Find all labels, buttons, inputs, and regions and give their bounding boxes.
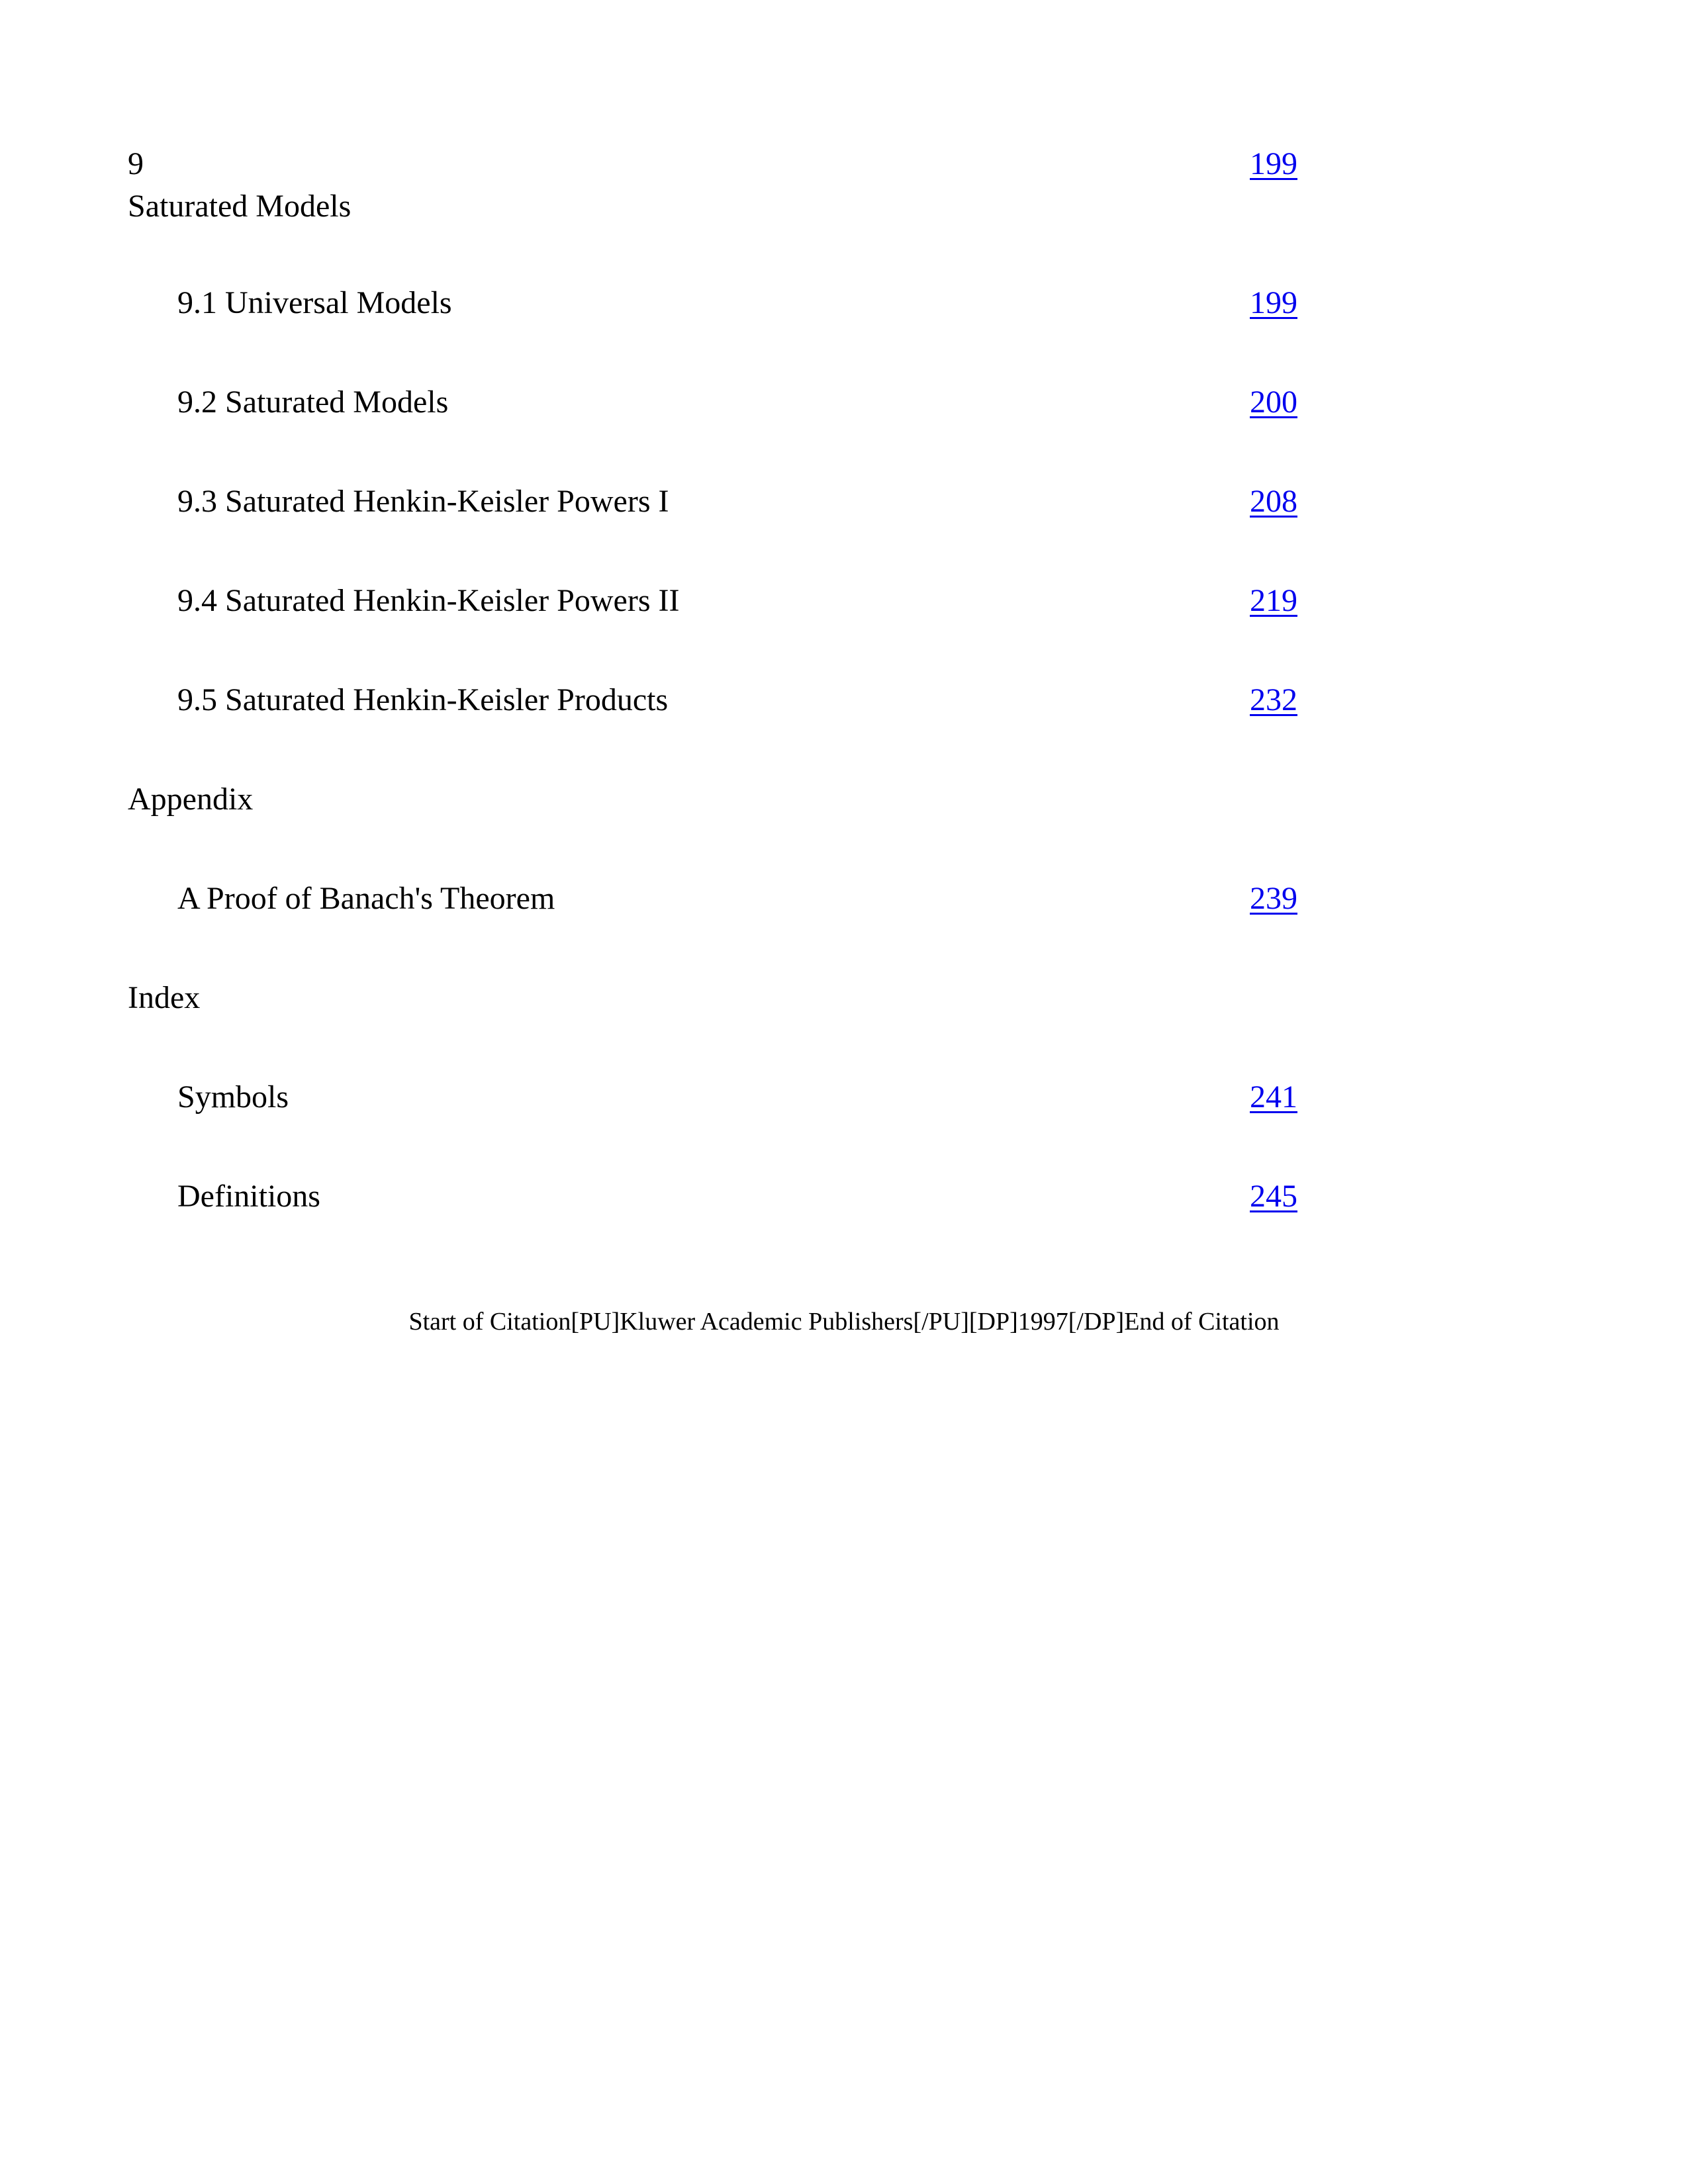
toc-entry-9-4 [0,581,1688,627]
toc-entry-page-link[interactable]: 199 [1250,285,1297,320]
toc-entry-page-link[interactable]: 239 [1250,881,1297,916]
index-heading: Index [128,980,201,1015]
appendix-heading: Appendix [128,782,254,817]
toc-entry-title: Definitions [177,1179,320,1214]
appendix-heading-row [0,780,1688,826]
chapter-number: 9 [128,146,144,181]
toc-entry-9-3 [0,482,1688,528]
toc-entry-index-symbols [0,1077,1688,1124]
toc-entry-page-link[interactable]: 245 [1250,1179,1297,1214]
toc-entry-title: 9.5 Saturated Henkin-Keisler Products [177,682,669,717]
toc-entry-page-link[interactable]: 219 [1250,583,1297,618]
toc-entry-page-link[interactable]: 200 [1250,385,1297,420]
toc-entry-title: A Proof of Banach's Theorem [177,881,555,916]
chapter-page-link[interactable]: 199 [1250,146,1297,181]
toc-entry-page-link[interactable]: 241 [1250,1079,1297,1115]
toc-entry-page-link[interactable]: 232 [1250,682,1297,717]
toc-entry-appendix-a [0,879,1688,925]
toc-entry-9-1 [0,283,1688,330]
toc-entry-title: 9.4 Saturated Henkin-Keisler Powers II [177,583,680,618]
toc-entry-9-5 [0,680,1688,727]
toc-entry-9-2 [0,383,1688,429]
toc-entry-page-link[interactable]: 208 [1250,484,1297,519]
citation-footer: Start of Citation[PU]Kluwer Academic Publishers[/PU][DP]1997[/DP]End of Citation [408,1308,1280,1336]
toc-entry-title: 9.2 Saturated Models [177,385,449,420]
toc-entry-title: 9.1 Universal Models [177,285,452,320]
chapter-title: Saturated Models [128,189,352,224]
toc-entry-index-definitions [0,1177,1688,1223]
toc-entry-title: Symbols [177,1079,289,1115]
toc-entry-title: 9.3 Saturated Henkin-Keisler Powers I [177,484,669,519]
index-heading-row [0,978,1688,1024]
